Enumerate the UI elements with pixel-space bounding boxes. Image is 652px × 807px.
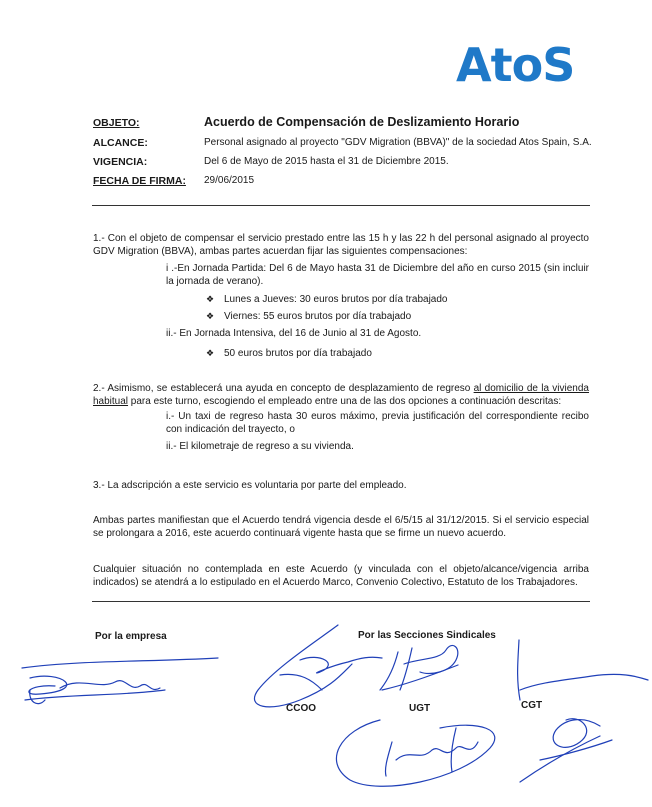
- diamond-bullet-icon: ❖: [206, 311, 215, 321]
- section3: 3.- La adscripción a este servicio es voluntaria por parte del empleado.: [93, 480, 407, 491]
- ugt-label: UGT: [409, 703, 431, 714]
- section1-bullet-1: ❖ Lunes a Jueves: 30 euros brutos por día trabajado: [206, 294, 448, 305]
- section1-intro: 1.- Con el objeto de compensar el servicio prestado entre las 15 h y las 22 h del personal asignado al proyecto GDV Migration (BBVA), ambas partes acuerdan fijar las siguientes compensaciones:: [93, 233, 589, 257]
- bottom-signature-2: [520, 719, 612, 782]
- diamond-bullet-icon: ❖: [206, 294, 215, 304]
- section2-item-ii: ii.- El kilometraje de regreso a su vivienda.: [166, 441, 354, 452]
- situacion-paragraph: Cualquier situación no contemplada en este Acuerdo (y vinculada con el objeto/alcance/vigencia arriba indicados) se atendrá a lo estipulado en el Acuerdo Marco, Convenio Colectivo, Estatuto de los Trabajadores.: [93, 564, 589, 588]
- ccoo-label: CCOO: [286, 703, 316, 714]
- empresa-signature: [22, 658, 218, 704]
- domicilio-underlined: al domicilio de la vivienda habitual: [93, 383, 589, 407]
- cgt-label: CGT: [521, 700, 543, 711]
- section1-bullet-2: ❖ Viernes: 55 euros brutos por día trabajado: [206, 311, 412, 322]
- section2-item-i: i.- Un taxi de regreso hasta 30 euros máximo, previa justificación del correspondiente recibo con indicación del trayecto, o: [166, 411, 589, 435]
- alcance-value: Personal asignado al proyecto "GDV Migration (BBVA)" de la sociedad Atos Spain, S.A.: [204, 137, 592, 148]
- vigencia-paragraph: Ambas partes manifiestan que el Acuerdo tendrá vigencia desde el 6/5/15 al 31/12/2015. Si el servicio especial se prolongara a 2016, este acuerdo continuará vigente hasta que se firme un nuevo acuerdo.: [93, 515, 589, 539]
- ccoo-signature: [254, 625, 382, 707]
- document-title: Acuerdo de Compensación de Deslizamiento Horario: [204, 115, 520, 129]
- bottom-signature-1: [336, 720, 494, 786]
- alcance-label: ALCANCE:: [93, 137, 148, 149]
- diamond-bullet-icon: ❖: [206, 348, 215, 358]
- fecha-value: 29/06/2015: [204, 175, 255, 186]
- section2-intro: 2.- Asimismo, se establecerá una ayuda en concepto de desplazamiento de regreso al domicilio de la vivienda habitual para este turno, escogiendo el empleado entre una de las dos opciones a continuación descritas:: [93, 383, 589, 407]
- section1-bullet-3: ❖ 50 euros brutos por día trabajado: [206, 348, 372, 359]
- section1-item-ii: ii.- En Jornada Intensiva, del 16 de Junio al 31 de Agosto.: [166, 328, 422, 339]
- secciones-label: Por las Secciones Sindicales: [358, 630, 496, 641]
- atos-logo: AtoS: [456, 38, 575, 92]
- ugt-signature: [380, 645, 458, 690]
- objeto-label: OBJETO:: [93, 117, 140, 129]
- cgt-signature: [518, 640, 648, 700]
- vigencia-value: Del 6 de Mayo de 2015 hasta el 31 de Diciembre 2015.: [204, 156, 449, 167]
- vigencia-label: VIGENCIA:: [93, 156, 148, 168]
- fecha-label: FECHA DE FIRMA:: [93, 175, 186, 187]
- section1-item-i: i .-En Jornada Partida: Del 6 de Mayo hasta 31 de Diciembre del año en curso 2015 (sin incluir la jornada de verano).: [166, 263, 589, 287]
- empresa-label: Por la empresa: [95, 631, 167, 642]
